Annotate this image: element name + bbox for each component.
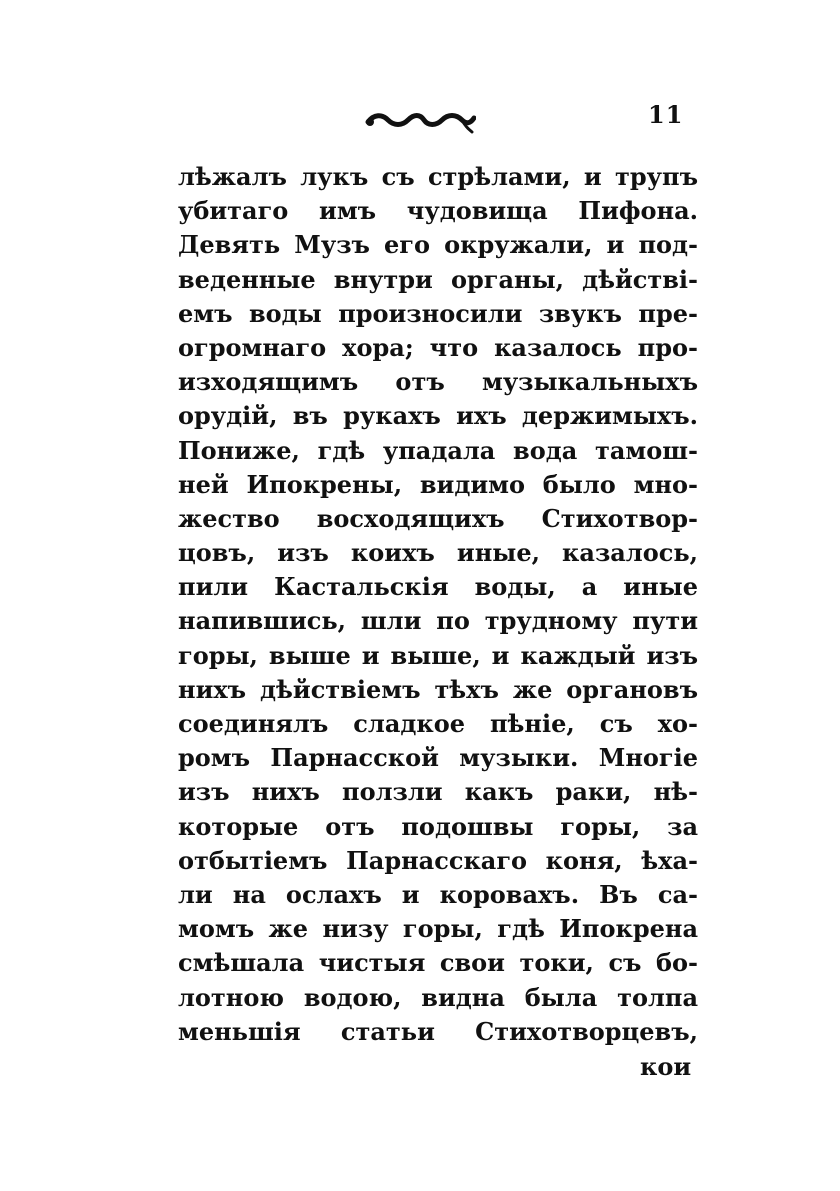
text-line: лѣжалъ лукъ съ стрѣлами, и трупъ — [178, 162, 698, 191]
text-line: веденные внутри органы, дѣйствi- — [178, 264, 698, 294]
text-line: цовъ, изъ коихъ иные, казалось, — [178, 538, 698, 568]
catchword: кои — [640, 1052, 692, 1081]
text-line: напившись, шли по трудному пути — [178, 606, 698, 636]
text-line: пили Кастальскiя воды, а иные — [178, 572, 698, 602]
text-line: которые отъ подошвы горы, за — [178, 811, 698, 841]
text-line: ромъ Парнасской музыки. Многiе — [178, 743, 698, 773]
text-line: Девять Музъ его окружали, и под- — [178, 230, 698, 260]
text-line: горы, выше и выше, и каждый изъ — [178, 640, 698, 670]
text-line: орудiй, въ рукахъ ихъ держимыхъ. — [178, 401, 698, 431]
text-line: нихъ дѣйствiемъ тѣхъ же органовъ — [178, 674, 698, 704]
text-line: смѣшала чистыя свои токи, съ бо- — [178, 948, 698, 978]
text-line: ли на ослахъ и коровахъ. Въ са- — [178, 879, 698, 909]
text-line: жество восходящихъ Стихотвор- — [178, 503, 698, 533]
text-line: отбытiемъ Парнасскаго коня, ѣха- — [178, 845, 698, 875]
text-line: ней Ипокрены, видимо было мно- — [178, 469, 698, 499]
tailpiece-flourish-icon — [364, 108, 476, 134]
text-line: меньшiя статьи Стихотворцевъ, — [178, 1016, 698, 1046]
text-line: огромнаго хора; что казалось про- — [178, 332, 698, 362]
text-line: соединялъ сладкое пѣнiе, съ хо- — [178, 709, 698, 738]
text-line: Пониже, гдѣ упадала вода тамош- — [178, 435, 698, 465]
text-line: изъ нихъ ползли какъ раки, нѣ- — [178, 777, 698, 807]
text-line: убитаго имъ чудовища Пифона. — [178, 196, 698, 226]
page-number: 11 — [648, 100, 684, 129]
text-line: изходящимъ отъ музыкальныхъ — [178, 367, 698, 397]
text-line: лотною водою, видна была толпа — [178, 982, 698, 1012]
text-line: момъ же низу горы, гдѣ Ипокрена — [178, 914, 698, 944]
text-line: емъ воды произносили звукъ пре- — [178, 298, 698, 328]
body-text — [178, 160, 698, 1049]
